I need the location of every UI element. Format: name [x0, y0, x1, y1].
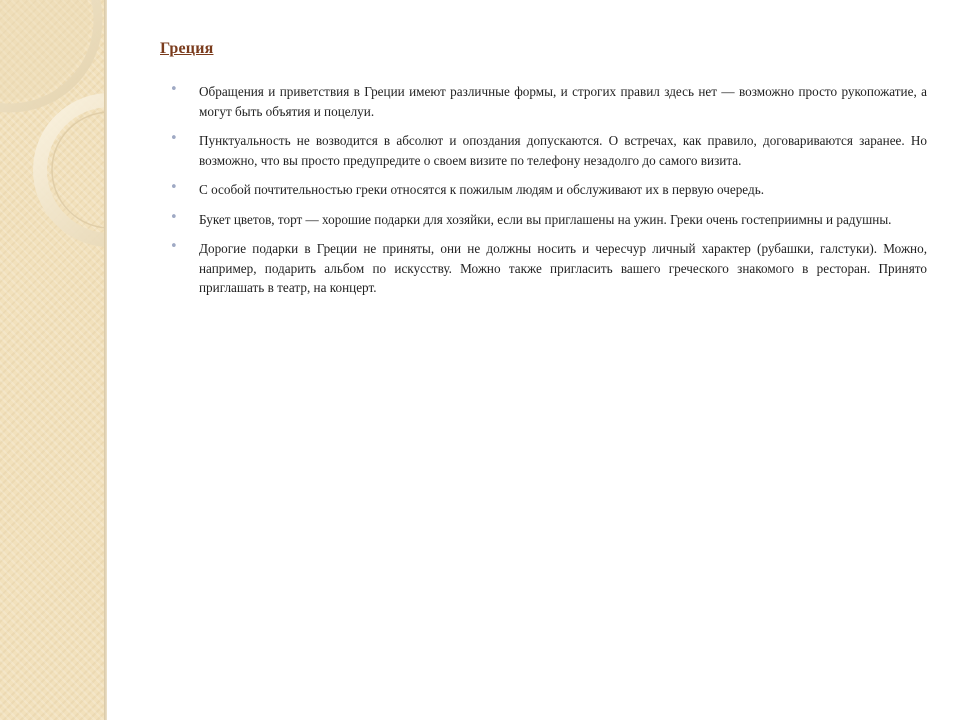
bullet-text: Дорогие подарки в Греции не приняты, они не должны носить и чересчур личный характер (рубашки, галстуки). Можно, например, подарить альбом по искусству. Можно также пригласить вашего греческого знакомого в ресторан. Принято приглашать в театр, на концерт. [199, 241, 927, 295]
bullet-icon: • [170, 180, 178, 195]
decorative-side-panel [0, 0, 107, 720]
decorative-ring-lower [40, 100, 107, 240]
bullet-item [170, 82, 927, 121]
side-panel-edge [104, 0, 107, 720]
bullet-text: Пунктуальность не возводится в абсолют и опоздания допускаются. О встречах, как правило, договариваются заранее. Но возможно, что вы просто предупредите о своем визите по телефону незадолго до самого визита. [199, 133, 927, 168]
decorative-rings-graphic [0, 0, 107, 260]
bullet-item [170, 210, 927, 230]
bullet-text: Букет цветов, торт — хорошие подарки для хозяйки, если вы приглашены на ужин. Греки очень гостеприимны и радушны. [199, 211, 892, 227]
bullet-text: Обращения и приветствия в Греции имеют различные формы, и строгих правил здесь нет — возможно просто рукопожатие, а могут быть объятия и поцелуи. [199, 84, 927, 119]
slide-title: Греция [160, 40, 214, 57]
bullet-list [170, 82, 927, 308]
bullet-item [170, 180, 927, 200]
bullet-icon: • [170, 131, 178, 146]
decorative-disc-top [0, 0, 90, 100]
bullet-text: С особой почтительностью греки относятся к пожилым людям и обслуживают их в первую очередь. [199, 182, 765, 197]
bullet-item [170, 131, 927, 170]
bullet-icon: • [170, 82, 178, 97]
bullet-icon: • [170, 239, 178, 254]
bullet-item [170, 239, 927, 298]
bullet-icon: • [170, 209, 178, 225]
